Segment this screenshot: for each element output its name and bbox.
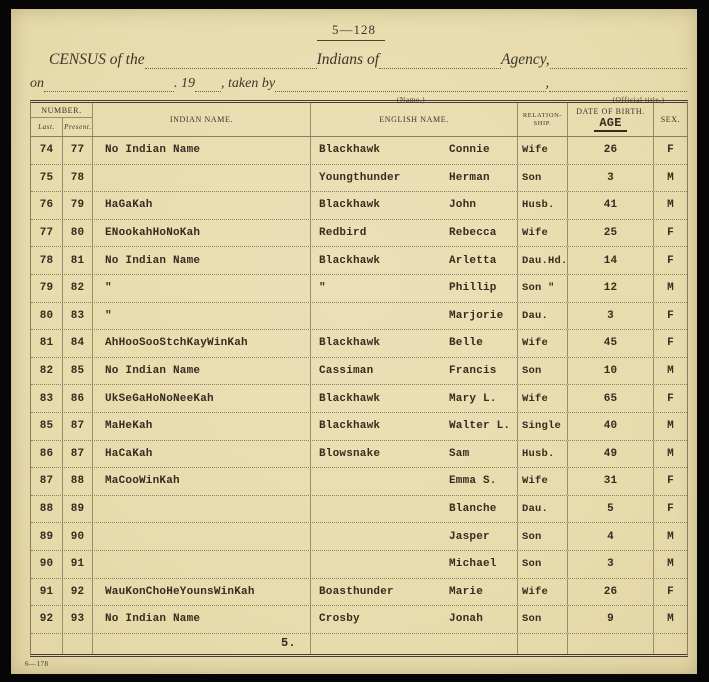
table-row (31, 220, 687, 248)
cell-relationship: Wife (518, 385, 568, 412)
footer-cell-dob (568, 634, 654, 654)
cell-number-last: 81 (31, 330, 63, 357)
english-surname: Blackhawk (319, 144, 381, 157)
cell-sex: M (667, 365, 674, 378)
agency-label: Agency, (501, 51, 550, 68)
cell-indian-name: ENookahHoNoKah (93, 220, 311, 247)
table-row (31, 496, 687, 524)
cell-sex: M (667, 171, 674, 184)
table-row (31, 523, 687, 551)
table-row (31, 137, 687, 165)
english-surname: Blackhawk (319, 199, 381, 212)
cell-indian-name: UkSeGaHoNoNeeKah (93, 385, 311, 412)
english-given-name: Arletta (449, 254, 497, 267)
cell-relationship: Son (518, 606, 568, 633)
dotted-blank-official-title (549, 88, 687, 92)
cell-indian-name (93, 165, 311, 192)
english-surname: Blackhawk (319, 254, 381, 267)
cell-relationship: Husb. (518, 192, 568, 219)
table-row (31, 441, 687, 469)
cell-relationship: Dau. (518, 303, 568, 330)
cell-sex: F (667, 503, 674, 516)
cell-english-name (311, 579, 518, 606)
cell-relationship: Son (518, 165, 568, 192)
cell-number-present: 83 (63, 303, 93, 330)
header-relationship (518, 103, 568, 136)
english-surname: Blackhawk (319, 337, 381, 350)
dotted-blank-trailing (550, 65, 687, 69)
english-given-name: Jasper (449, 530, 490, 543)
cell-sex: F (667, 144, 674, 157)
header-number-sub (31, 118, 92, 136)
cell-number-present: 87 (63, 441, 93, 468)
table-row (31, 358, 687, 386)
cell-age: 3 (568, 551, 654, 578)
cell-english-name (311, 220, 518, 247)
cell-relationship: Wife (518, 579, 568, 606)
cell-sex: F (667, 309, 674, 322)
cell-relationship: Dau. (518, 496, 568, 523)
english-surname: " (319, 282, 326, 295)
cell-sex: M (667, 282, 674, 295)
english-given-name: Sam (449, 447, 470, 460)
cell-relationship: Wife (518, 468, 568, 495)
english-given-name: Belle (449, 337, 484, 350)
english-surname: Youngthunder (319, 171, 401, 184)
table-row (31, 579, 687, 607)
english-surname: Redbird (319, 227, 367, 240)
page-number: 5. (281, 635, 296, 650)
header-present: Present. (64, 123, 92, 131)
indians-of-label: Indians of (316, 51, 380, 68)
english-given-name: Herman (449, 171, 490, 184)
english-given-name: Marjorie (449, 309, 504, 322)
cell-number-last: 74 (31, 137, 63, 164)
english-given-name: Walter L. (449, 420, 511, 433)
cell-sex: F (667, 337, 674, 350)
cell-age: 4 (568, 523, 654, 550)
dotted-blank-date (44, 88, 174, 92)
english-given-name: Phillip (449, 282, 497, 295)
cell-number-last: 78 (31, 247, 63, 274)
cell-english-name (311, 523, 518, 550)
cell-sex: F (667, 475, 674, 488)
census-prefix-label: CENSUS of the (49, 51, 145, 68)
cell-english-name (311, 247, 518, 274)
cell-relationship: Wife (518, 220, 568, 247)
cell-age: 25 (568, 220, 654, 247)
cell-english-name (311, 606, 518, 633)
cell-indian-name (93, 551, 311, 578)
table-body (31, 137, 687, 634)
age-stamp: AGE (594, 116, 626, 132)
cell-number-present: 86 (63, 385, 93, 412)
cell-english-name (311, 496, 518, 523)
table-row (31, 165, 687, 193)
cell-english-name (311, 165, 518, 192)
table-row (31, 468, 687, 496)
cell-number-last: 90 (31, 551, 63, 578)
cell-number-present: 92 (63, 579, 93, 606)
cell-sex: M (667, 447, 674, 460)
header-sex: SEX. (660, 115, 681, 124)
cell-number-present: 88 (63, 468, 93, 495)
table-header-row (31, 103, 687, 137)
table-footer-row (31, 634, 687, 654)
cell-sex: M (667, 558, 674, 571)
cell-age: 26 (568, 579, 654, 606)
cell-relationship: Son (518, 523, 568, 550)
cell-number-present: 78 (63, 165, 93, 192)
taken-by-label: , taken by (221, 76, 276, 91)
cell-sex: M (667, 199, 674, 212)
year-prefix-label: . 19 (174, 76, 195, 91)
dotted-blank-name (275, 88, 545, 92)
cell-sex: F (667, 392, 674, 405)
cell-number-last: 86 (31, 441, 63, 468)
table-row (31, 385, 687, 413)
cell-number-present: 79 (63, 192, 93, 219)
comma-separator: , (545, 76, 549, 91)
cell-relationship: Son (518, 551, 568, 578)
dotted-blank-agency (379, 65, 501, 69)
cell-age: 40 (568, 413, 654, 440)
english-given-name: John (449, 199, 477, 212)
english-given-name: Connie (449, 144, 490, 157)
cell-number-last: 91 (31, 579, 63, 606)
cell-number-last: 85 (31, 413, 63, 440)
header-relationship-line2: SHIP. (533, 119, 552, 127)
footer-cell-last (31, 634, 63, 654)
table-row (31, 606, 687, 634)
cell-indian-name: No Indian Name (93, 358, 311, 385)
cell-sex: F (667, 254, 674, 267)
english-given-name: Rebecca (449, 227, 497, 240)
cell-english-name (311, 330, 518, 357)
form-number: 6—178 (25, 660, 49, 668)
cell-english-name (311, 137, 518, 164)
cell-number-last: 80 (31, 303, 63, 330)
cell-age: 41 (568, 192, 654, 219)
cell-indian-name: MaCooWinKah (93, 468, 311, 495)
dotted-blank-tribe (145, 65, 317, 69)
dotted-blank-year (195, 88, 221, 92)
english-surname: Blackhawk (319, 420, 381, 433)
cell-indian-name (93, 496, 311, 523)
cell-number-last: 92 (31, 606, 63, 633)
table-row (31, 413, 687, 441)
table-row (31, 275, 687, 303)
cell-age: 10 (568, 358, 654, 385)
english-given-name: Jonah (449, 613, 484, 626)
cell-number-last: 82 (31, 358, 63, 385)
cell-number-present: 85 (63, 358, 93, 385)
english-given-name: Marie (449, 585, 484, 598)
cell-number-present: 77 (63, 137, 93, 164)
cell-relationship: Wife (518, 330, 568, 357)
cell-number-present: 89 (63, 496, 93, 523)
cell-indian-name: " (93, 303, 311, 330)
footer-cell-indian (93, 634, 311, 654)
table-row (31, 330, 687, 358)
header-indian-name: INDIAN NAME. (93, 103, 311, 136)
cell-indian-name: HaGaKah (93, 192, 311, 219)
cell-relationship: Single (518, 413, 568, 440)
table-row (31, 551, 687, 579)
cell-indian-name: AhHooSooStchKayWinKah (93, 330, 311, 357)
paper-sheet (11, 9, 697, 674)
cell-sex: M (667, 613, 674, 626)
header-dob-label: DATE OF BIRTH. (576, 107, 645, 116)
header-last: Last. (31, 118, 63, 136)
cell-age: 31 (568, 468, 654, 495)
english-given-name: Michael (449, 558, 497, 571)
cell-sex: M (667, 530, 674, 543)
english-given-name: Mary L. (449, 392, 497, 405)
english-surname: Boasthunder (319, 585, 394, 598)
cell-sex: M (667, 420, 674, 433)
cell-number-present: 91 (63, 551, 93, 578)
cell-number-present: 90 (63, 523, 93, 550)
census-title-line (37, 49, 687, 69)
cell-number-last: 83 (31, 385, 63, 412)
english-given-name: Emma S. (449, 475, 497, 488)
cell-age: 12 (568, 275, 654, 302)
cell-number-present: 82 (63, 275, 93, 302)
cell-english-name (311, 441, 518, 468)
cell-age: 49 (568, 441, 654, 468)
census-table (30, 100, 688, 657)
header-date-of-birth (568, 103, 654, 136)
cell-indian-name: No Indian Name (93, 247, 311, 274)
official-title-caption: (Official title.) (612, 95, 665, 104)
cell-number-last: 77 (31, 220, 63, 247)
cell-number-present: 93 (63, 606, 93, 633)
cell-sex: F (667, 585, 674, 598)
cell-number-present: 87 (63, 413, 93, 440)
cell-english-name (311, 303, 518, 330)
table-row (31, 192, 687, 220)
cell-english-name (311, 192, 518, 219)
cell-english-name (311, 385, 518, 412)
cell-indian-name: MaHeKah (93, 413, 311, 440)
cell-english-name (311, 275, 518, 302)
cell-number-last: 88 (31, 496, 63, 523)
english-surname: Cassiman (319, 365, 374, 378)
cell-number-last: 75 (31, 165, 63, 192)
census-date-line (30, 75, 687, 92)
cell-number-present: 81 (63, 247, 93, 274)
cell-age: 65 (568, 385, 654, 412)
header-english-name: ENGLISH NAME. (311, 103, 518, 136)
header-relationship-line1: RELATION- (522, 111, 563, 119)
cell-indian-name: WauKonChoHeYounsWinKah (93, 579, 311, 606)
cell-number-last: 76 (31, 192, 63, 219)
english-surname: Blowsnake (319, 447, 381, 460)
cell-age: 3 (568, 303, 654, 330)
footer-cell-english (311, 634, 518, 654)
english-surname: Blackhawk (319, 392, 381, 405)
cell-english-name (311, 468, 518, 495)
cell-relationship: Son " (518, 275, 568, 302)
header-number (31, 103, 93, 136)
on-label: on (30, 76, 44, 91)
cell-number-last: 79 (31, 275, 63, 302)
cell-relationship: Son (518, 358, 568, 385)
cell-age: 5 (568, 496, 654, 523)
cell-age: 3 (568, 165, 654, 192)
table-row (31, 247, 687, 275)
english-given-name: Blanche (449, 503, 497, 516)
cell-indian-name (93, 523, 311, 550)
footer-cell-rel (518, 634, 568, 654)
form-doc-number: 5—128 (332, 22, 376, 37)
cell-number-last: 89 (31, 523, 63, 550)
name-caption: (Name.) (396, 95, 426, 104)
cell-age: 45 (568, 330, 654, 357)
header-number-label: NUMBER. (31, 103, 92, 118)
cell-number-last: 87 (31, 468, 63, 495)
cell-indian-name: HaCaKah (93, 441, 311, 468)
cell-relationship: Wife (518, 137, 568, 164)
cell-relationship: Dau.Hd. (518, 247, 568, 274)
footer-cell-sex (654, 634, 687, 654)
cell-english-name (311, 413, 518, 440)
footer-cell-present (63, 634, 93, 654)
cell-number-present: 80 (63, 220, 93, 247)
cell-indian-name: " (93, 275, 311, 302)
doc-number-underline (317, 40, 385, 41)
cell-indian-name: No Indian Name (93, 137, 311, 164)
table-row (31, 303, 687, 331)
cell-english-name (311, 358, 518, 385)
cell-number-present: 84 (63, 330, 93, 357)
cell-english-name (311, 551, 518, 578)
english-given-name: Francis (449, 365, 497, 378)
cell-indian-name: No Indian Name (93, 606, 311, 633)
cell-relationship: Husb. (518, 441, 568, 468)
cell-age: 26 (568, 137, 654, 164)
cell-age: 9 (568, 606, 654, 633)
english-surname: Crosby (319, 613, 360, 626)
cell-sex: F (667, 227, 674, 240)
cell-age: 14 (568, 247, 654, 274)
